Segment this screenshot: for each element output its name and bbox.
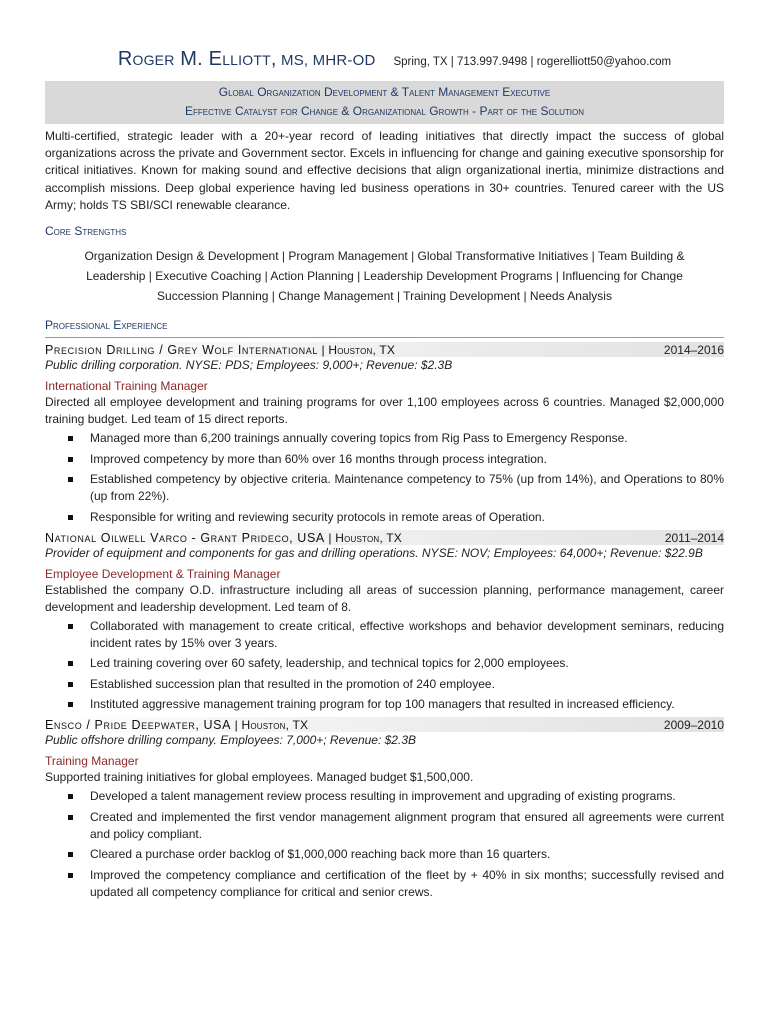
headline-subtitle: Effective Catalyst for Change & Organizational Growth - Part of the Solution [184, 104, 585, 118]
company-name [45, 343, 395, 357]
achievement-item: Collaborated with management to create critical, effective workshops and behavior development seminars, reducing incident rates by 15% over 3 years. [90, 618, 724, 650]
company-name [45, 531, 402, 545]
achievement-item: Established succession plan that resulted in the promotion of 240 employee. [90, 676, 724, 693]
strengths-line: Succession Planning | Change Management | Training Development | Needs Analysis [157, 289, 612, 304]
achievement-list [45, 788, 724, 901]
achievement-item: Led training covering over 60 safety, leadership, and technical topics for 2,000 employees. [90, 655, 724, 672]
job-entry [45, 530, 724, 714]
achievement-item: Improved competency by more than 60% over 16 months through process integration. [90, 451, 724, 468]
job-dates: 2009–2010 [663, 718, 724, 733]
section-divider [45, 337, 724, 338]
achievement-list [45, 618, 724, 714]
company-location: | Houston, TX [317, 343, 396, 358]
company-text: National Oilwell Varco - Grant Prideco, USA [45, 530, 325, 545]
name-text: Roger M. Elliott, [117, 48, 277, 70]
resume-page [45, 48, 724, 904]
headline-title: Global Organization Development & Talent Management Executive [218, 85, 551, 99]
company-tagline: Public offshore drilling company. Employees: 7,000+; Revenue: $2.3B [45, 733, 416, 748]
candidate-name [118, 48, 376, 71]
strengths-line: Organization Design & Development | Program Management | Global Transformative Initiatives | Team Building & [84, 249, 685, 264]
job-title: Employee Development & Training Manager [45, 566, 281, 581]
strengths-line: Leadership | Executive Coaching | Action Planning | Leadership Development Programs | Influencing for Change [86, 269, 683, 284]
headline-banner [45, 81, 724, 124]
company-location: | Houston, TX [231, 718, 309, 733]
core-strengths-title: Core Strengths [45, 224, 127, 239]
company-tagline: Public drilling corporation. NYSE: PDS; Employees: 9,000+; Revenue: $2.3B [45, 358, 453, 373]
job-header [45, 530, 724, 545]
achievement-item: Developed a talent management review process resulting in improvement and upgrading of existing programs. [90, 788, 724, 805]
contact-info: Spring, TX | 713.997.9498 | rogerelliott50@yahoo.com [393, 56, 672, 68]
company-location: | Houston, TX [324, 530, 402, 545]
job-header [45, 717, 724, 732]
job-description: Established the company O.D. infrastructure including all areas of succession planning, performance management, career development and leadership development. Led team of 8. [45, 582, 724, 614]
company-name [45, 718, 308, 732]
job-description: Supported training initiatives for global employees. Managed budget $1,500,000. [45, 770, 474, 785]
job-entry [45, 717, 724, 901]
job-dates: 2014–2016 [663, 343, 724, 358]
company-text: Precision Drilling / Grey Wolf International [45, 343, 318, 358]
summary-paragraph: Multi-certified, strategic leader with a 20+-year record of leading initiatives that directly impact the success of global organizations across the private and Government sector. Excels in influencing for change and gaining executive sponsorship for critical initiatives. Known for making sound and effective decisions that align organizational inertia, minimize distractions and accomplish missions. Deep global experience having led business operations in 30+ countries. Tenured career with the US Army; holds TS SBI/SCI renewable clearance. [45, 129, 724, 212]
achievement-list [45, 430, 724, 526]
job-entry [45, 342, 724, 526]
credentials: MS, MHR-OD [276, 52, 376, 69]
company-tagline: Provider of equipment and components for gas and drilling operations. NYSE: NOV; Employees: 64,000+; Revenue: $22.9B [45, 545, 703, 560]
job-description: Directed all employee development and training programs for over 1,100 employees across 6 countries. Managed $2,000,000 training budget. Led team of 15 direct reports. [45, 395, 724, 427]
achievement-item: Instituted aggressive management training program for top 100 managers that resulted in increased efficiency. [90, 696, 724, 713]
achievement-item: Established competency by objective criteria. Maintenance competency to 75% (up from 14%), and Operations to 80% (up from 22%). [90, 472, 724, 504]
job-dates: 2011–2014 [664, 530, 724, 545]
achievement-item: Created and implemented the first vendor management alignment program that ensured all agreements were current and policy compliant. [90, 809, 724, 841]
achievement-item: Cleared a purchase order backlog of $1,000,000 reaching back more than 16 quarters. [90, 846, 724, 863]
achievement-item: Responsible for writing and reviewing security protocols in remote areas of Operation. [90, 509, 724, 526]
company-text: Ensco / Pride Deepwater, USA [45, 718, 232, 733]
achievement-item: Managed more than 6,200 trainings annually covering topics from Rig Pass to Emergency Response. [90, 430, 724, 447]
resume-header [65, 48, 724, 71]
experience-title: Professional Experience [45, 318, 168, 333]
achievement-item: Improved the competency compliance and certification of the fleet by + 40% in six months; successfully revised and updated all competency compliance for critical and senior crews. [90, 867, 724, 899]
job-title: International Training Manager [45, 379, 208, 394]
job-title: Training Manager [45, 754, 139, 769]
core-strengths-list [45, 246, 724, 306]
job-header [45, 342, 724, 357]
